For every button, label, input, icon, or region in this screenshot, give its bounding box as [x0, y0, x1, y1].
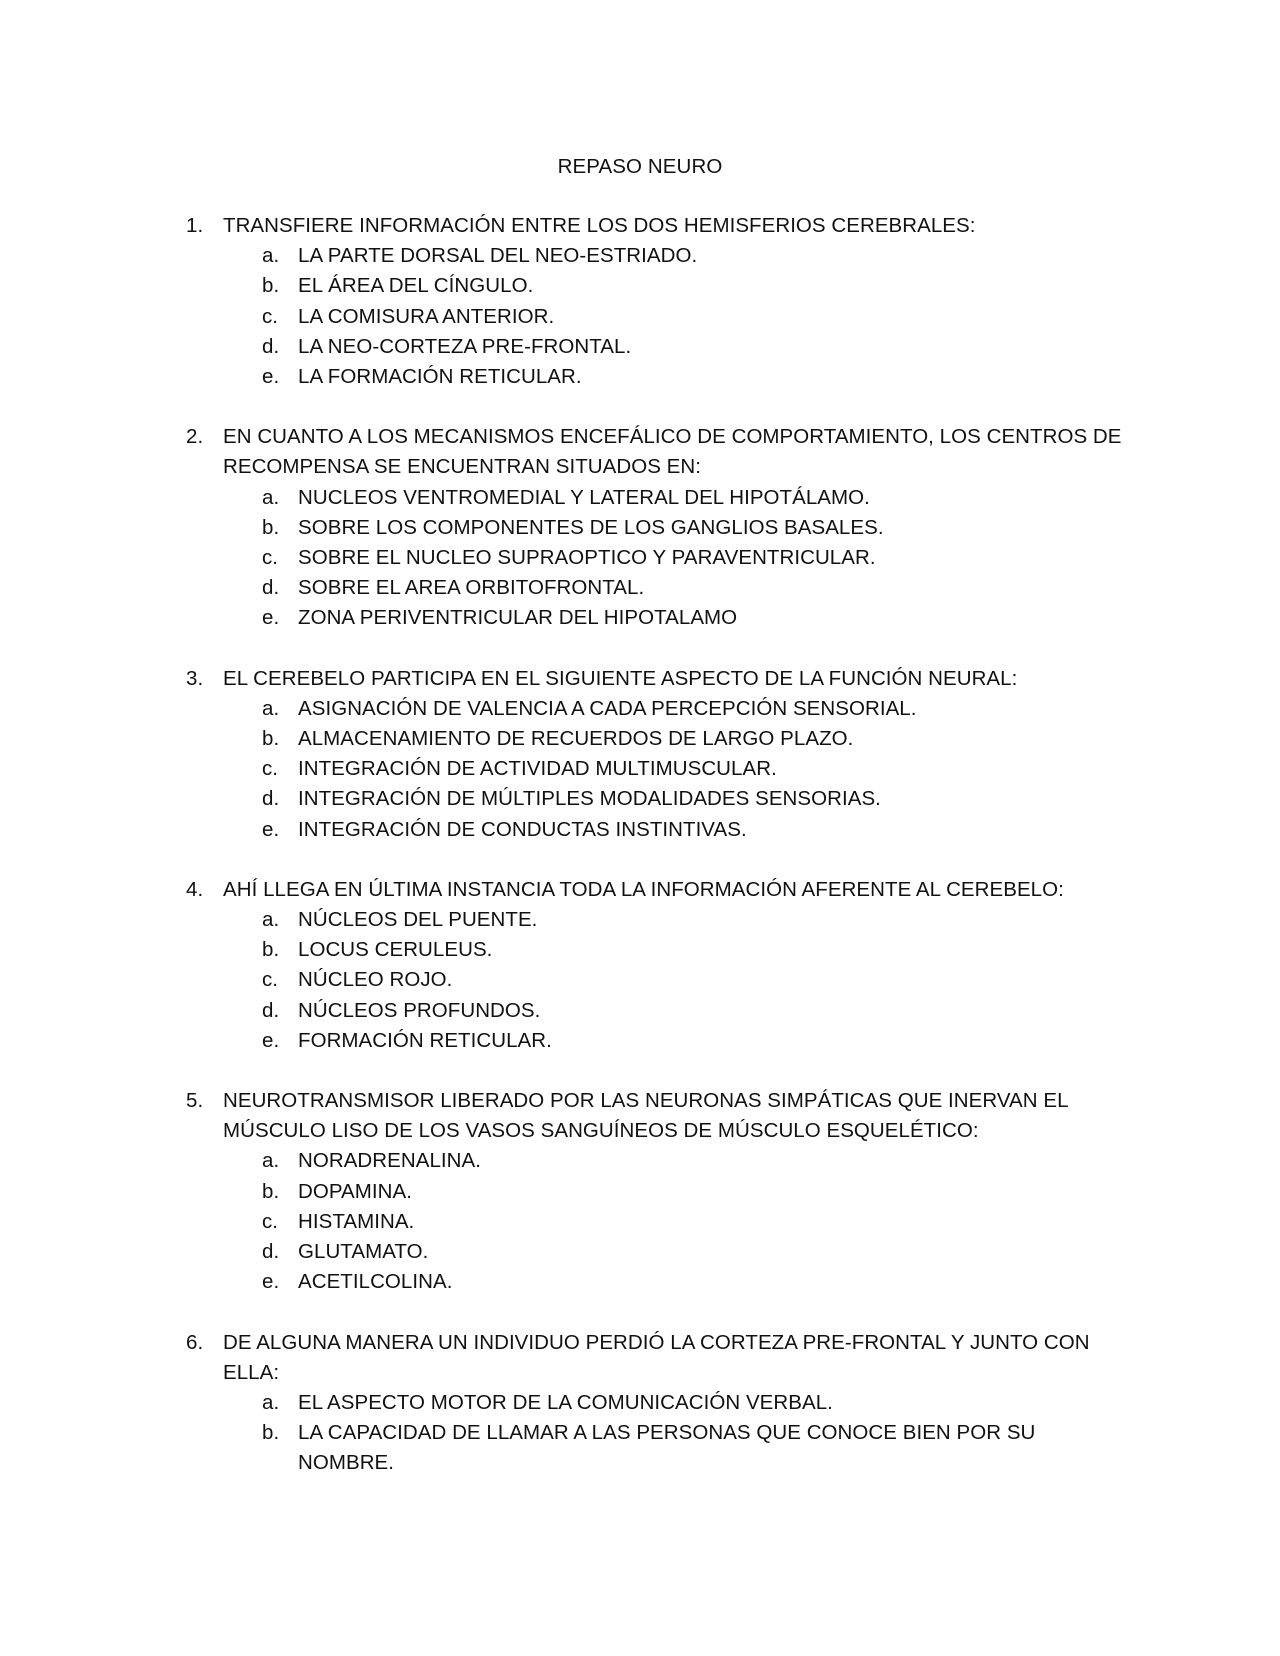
option-item — [0, 1146, 1058, 1176]
option-item — [0, 754, 1058, 784]
option-text: INTEGRACIÓN DE MÚLTIPLES MODALIDADES SENSORIAS. — [298, 787, 881, 811]
question-2-stem — [0, 422, 1123, 482]
option-item — [0, 1207, 1058, 1237]
option-letter: c. — [262, 546, 279, 570]
option-letter: b. — [262, 727, 280, 751]
option-letter: b. — [262, 1179, 280, 1203]
option-letter: d. — [262, 998, 280, 1022]
option-letter: d. — [262, 334, 280, 358]
option-letter: b. — [262, 515, 280, 539]
option-letter: e. — [262, 606, 280, 630]
option-item — [0, 332, 1058, 362]
option-text: LA CAPACIDAD DE LLAMAR A LAS PERSONAS QUE CONOCE BIEN POR SU NOMBRE. — [298, 1421, 1036, 1475]
option-letter: a. — [262, 1149, 280, 1173]
option-letter: a. — [262, 244, 280, 268]
question-number: 4. — [186, 877, 204, 901]
option-text: FORMACIÓN RETICULAR. — [298, 1028, 552, 1052]
option-list — [0, 1146, 1280, 1297]
option-text: NUCLEOS VENTROMEDIAL Y LATERAL DEL HIPOTÁLAMO. — [298, 485, 870, 509]
page-title: REPASO NEURO — [557, 155, 723, 178]
option-item — [0, 996, 1058, 1026]
option-item — [0, 815, 1058, 845]
option-list — [0, 694, 1280, 845]
option-list — [0, 1388, 1280, 1479]
option-letter: b. — [262, 274, 280, 298]
question-text: NEUROTRANSMISOR LIBERADO POR LAS NEURONAS SIMPÁTICAS QUE INERVAN EL MÚSCULO LISO DE LOS VASOS SANGUÍNEOS DE MÚSCULO ESQUELÉTICO: — [223, 1089, 1068, 1143]
option-text: LA FORMACIÓN RETICULAR. — [298, 365, 582, 389]
option-item — [0, 1267, 1058, 1297]
option-letter: e. — [262, 365, 280, 389]
option-list — [0, 483, 1280, 634]
option-item — [0, 1177, 1058, 1207]
option-text: NÚCLEO ROJO. — [298, 968, 453, 992]
option-text: LA COMISURA ANTERIOR. — [298, 304, 555, 328]
option-letter: a. — [262, 908, 280, 932]
option-text: SOBRE EL AREA ORBITOFRONTAL. — [298, 576, 645, 600]
option-list — [0, 905, 1280, 1056]
question-5-stem — [0, 1086, 1123, 1146]
option-item — [0, 694, 1058, 724]
option-text: ZONA PERIVENTRICULAR DEL HIPOTALAMO — [298, 606, 738, 630]
question-number: 1. — [186, 214, 204, 237]
question-number: 5. — [186, 1089, 204, 1113]
option-item — [0, 905, 1058, 935]
option-item — [0, 302, 1058, 332]
question-3 — [0, 664, 1280, 845]
option-item — [0, 724, 1058, 754]
question-text: DE ALGUNA MANERA UN INDIVIDUO PERDIÓ LA CORTEZA PRE-FRONTAL Y JUNTO CON ELLA: — [223, 1330, 1090, 1384]
option-item — [0, 1237, 1058, 1267]
option-letter: c. — [262, 757, 279, 781]
option-text: SOBRE LOS COMPONENTES DE LOS GANGLIOS BASALES. — [298, 515, 884, 539]
question-4 — [0, 875, 1280, 1056]
option-text: LA NEO-CORTEZA PRE-FRONTAL. — [298, 334, 632, 358]
question-6-stem — [0, 1328, 1123, 1388]
question-2 — [0, 422, 1280, 633]
question-4-stem — [0, 875, 1123, 905]
option-item — [0, 483, 1058, 513]
option-letter: a. — [262, 485, 280, 509]
option-item — [0, 965, 1058, 995]
option-text: EL ÁREA DEL CÍNGULO. — [298, 274, 534, 298]
option-text: INTEGRACIÓN DE CONDUCTAS INSTINTIVAS. — [298, 817, 747, 841]
option-item — [0, 241, 1058, 271]
question-3-stem — [0, 664, 1123, 694]
question-1 — [0, 211, 1280, 392]
option-text: LA PARTE DORSAL DEL NEO-ESTRIADO. — [298, 244, 698, 268]
option-item — [0, 1388, 1058, 1418]
option-letter: d. — [262, 576, 280, 600]
question-text: EN CUANTO A LOS MECANISMOS ENCEFÁLICO DE COMPORTAMIENTO, LOS CENTROS DE RECOMPENSA SE ENCUENTRAN SITUADOS EN: — [223, 425, 1122, 479]
option-letter: a. — [262, 1390, 280, 1414]
option-text: GLUTAMATO. — [298, 1240, 429, 1264]
option-text: SOBRE EL NUCLEO SUPRAOPTICO Y PARAVENTRICULAR. — [298, 546, 876, 570]
option-list — [0, 241, 1280, 392]
option-letter: c. — [262, 1209, 279, 1233]
option-item — [0, 603, 1058, 633]
option-text: EL ASPECTO MOTOR DE LA COMUNICACIÓN VERBAL. — [298, 1390, 833, 1414]
question-1-stem — [0, 211, 1123, 241]
option-text: NÚCLEOS PROFUNDOS. — [298, 998, 541, 1022]
question-number: 3. — [186, 666, 204, 690]
option-letter: c. — [262, 968, 279, 992]
option-item — [0, 362, 1058, 392]
option-text: NORADRENALINA. — [298, 1149, 481, 1173]
option-text: INTEGRACIÓN DE ACTIVIDAD MULTIMUSCULAR. — [298, 757, 777, 781]
option-item — [0, 1026, 1058, 1056]
option-text: NÚCLEOS DEL PUENTE. — [298, 908, 538, 932]
question-text: EL CEREBELO PARTICIPA EN EL SIGUIENTE ASPECTO DE LA FUNCIÓN NEURAL: — [223, 666, 1018, 690]
option-item — [0, 513, 1058, 543]
option-item — [0, 573, 1058, 603]
question-text: AHÍ LLEGA EN ÚLTIMA INSTANCIA TODA LA INFORMACIÓN AFERENTE AL CEREBELO: — [223, 877, 1064, 901]
option-item — [0, 935, 1058, 965]
option-item — [0, 1418, 1058, 1478]
question-number: 6. — [186, 1330, 204, 1354]
option-letter: a. — [262, 696, 280, 720]
option-letter: d. — [262, 1240, 280, 1264]
option-text: ASIGNACIÓN DE VALENCIA A CADA PERCEPCIÓN SENSORIAL. — [298, 696, 917, 720]
option-letter: b. — [262, 1421, 280, 1445]
option-item — [0, 784, 1058, 814]
option-text: ALMACENAMIENTO DE RECUERDOS DE LARGO PLAZO. — [298, 727, 854, 751]
option-text: ACETILCOLINA. — [298, 1270, 453, 1294]
option-text: DOPAMINA. — [298, 1179, 412, 1203]
option-text: HISTAMINA. — [298, 1209, 415, 1233]
option-letter: e. — [262, 1028, 280, 1052]
option-letter: b. — [262, 938, 280, 962]
option-text: LOCUS CERULEUS. — [298, 938, 493, 962]
option-letter: e. — [262, 1270, 280, 1294]
question-list — [0, 211, 1280, 1509]
option-item — [0, 543, 1058, 573]
question-5 — [0, 1086, 1280, 1297]
option-letter: d. — [262, 787, 280, 811]
option-letter: c. — [262, 304, 279, 328]
option-letter: e. — [262, 817, 280, 841]
question-text: TRANSFIERE INFORMACIÓN ENTRE LOS DOS HEMISFERIOS CEREBRALES: — [223, 214, 976, 237]
question-number: 2. — [186, 425, 204, 449]
option-item — [0, 271, 1058, 301]
question-6 — [0, 1328, 1280, 1479]
